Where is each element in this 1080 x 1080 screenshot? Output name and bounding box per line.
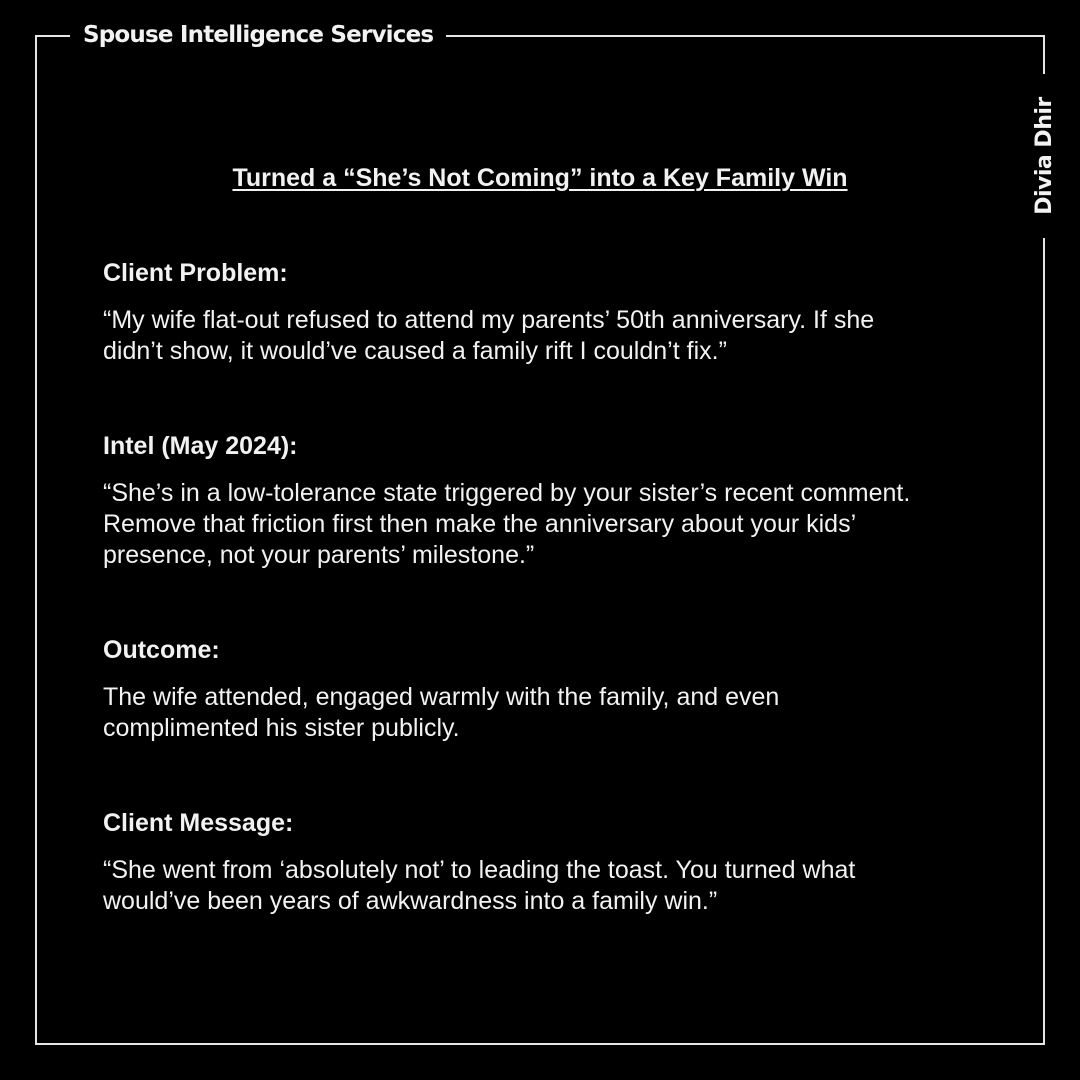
section-heading: Outcome:: [103, 636, 220, 664]
section-line: The wife attended, engaged warmly with the family, and even: [103, 683, 780, 711]
section-line: “She went from ‘absolutely not’ to leading the toast. You turned what: [103, 856, 856, 884]
section-heading: Client Message:: [103, 809, 294, 837]
intel-section: [103, 431, 1003, 571]
client-message-section: [103, 808, 1003, 917]
section-line: didn’t show, it would’ve caused a family rift I couldn’t fix.”: [103, 337, 727, 365]
section-body: [103, 682, 1003, 744]
section-body: [103, 478, 1003, 571]
section-line: Remove that friction first then make the anniversary about your kids’: [103, 510, 857, 538]
section-line: “My wife flat-out refused to attend my parents’ 50th anniversary. If she: [103, 306, 875, 334]
section-heading: Client Problem:: [103, 259, 288, 287]
client-problem-section: [103, 258, 1003, 367]
section-body: [103, 855, 1003, 917]
brand-title: Spouse Intelligence Services: [70, 18, 446, 52]
section-line: “She’s in a low-tolerance state triggered by your sister’s recent comment.: [103, 479, 911, 507]
author-name: Divia Dhir: [1032, 97, 1057, 215]
outcome-section: [103, 635, 1003, 744]
author-label-container: [1025, 74, 1065, 238]
section-line: presence, not your parents’ milestone.”: [103, 541, 535, 569]
section-heading: Intel (May 2024):: [103, 432, 298, 460]
section-line: complimented his sister publicly.: [103, 714, 460, 742]
section-body: [103, 305, 1003, 367]
case-title: Turned a “She’s Not Coming” into a Key Family Win: [232, 164, 848, 192]
section-line: would’ve been years of awkwardness into a family win.”: [103, 887, 718, 915]
